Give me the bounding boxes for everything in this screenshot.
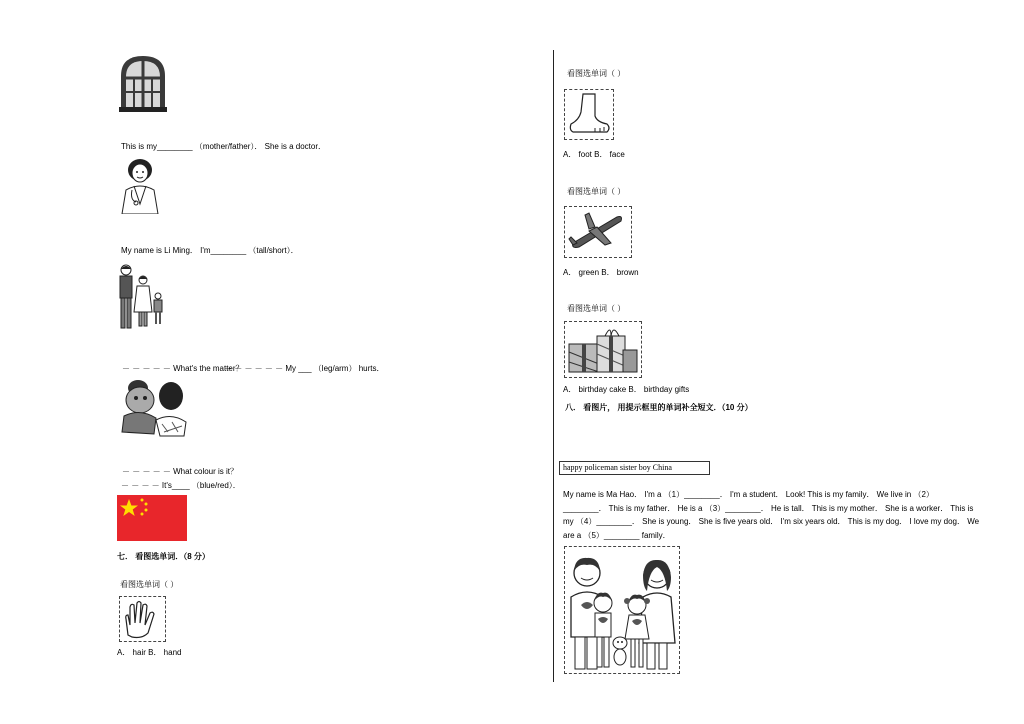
pick-label-plane: 看图选单词（ ） — [567, 187, 626, 196]
pick-label-hand: 看图选单词（ ） — [120, 580, 179, 589]
flag-picture — [117, 495, 187, 541]
question-matter-b: － － － － － － My ___ （leg/arm） hurts． — [224, 364, 385, 373]
family-picture — [116, 262, 168, 332]
gift-options: A． birthday cake B． birthday gifts — [563, 385, 690, 394]
hurt-picture — [116, 376, 192, 438]
passage-line: are a （5）________ family． — [563, 530, 671, 540]
plane-picture — [564, 206, 632, 258]
section-8-title: 八． 看图片， 用提示框里的单词补全短文．（10 分） — [565, 403, 753, 412]
passage-line: My name is Ma Hao． I'm a （1）________． I'm a student． Look! This is my family． We live in （2） — [563, 490, 934, 499]
plane-options: A． green B． brown — [563, 268, 639, 277]
question-matter-a: － － － － － What's the matter？ — [122, 364, 244, 373]
hand-options: A． hair B． hand — [117, 648, 182, 657]
section-7-title: 七． 看图选单词．（8 分） — [117, 552, 210, 561]
pick-label-gift: 看图选单词（ ） — [567, 304, 626, 313]
column-divider — [553, 50, 554, 682]
question-color-b: － － － － It's____ （blue/red）． — [121, 481, 241, 490]
doctor-picture — [118, 156, 162, 214]
passage — [563, 488, 993, 542]
foot-picture — [564, 89, 614, 140]
ma-family-picture — [564, 546, 680, 674]
hand-picture — [119, 596, 166, 642]
question-name: My name is Li Ming． I'm________ （tall/short）． — [121, 246, 299, 255]
pick-label-foot: 看图选单词（ ） — [567, 69, 626, 78]
passage-line: my （4）________． She is young． She is five years old． I'm six years old． This is my dog． I love my dog． We — [563, 517, 980, 526]
question-mother: This is my________ （mother/father）． She is a doctor． — [121, 142, 326, 151]
passage-line: ________． This is my father． He is a （3）________． He is tall． This is my mother． She is a worker． This is — [563, 503, 974, 513]
gift-picture — [564, 321, 642, 378]
window-picture — [119, 54, 167, 112]
question-color-a: － － － － － What colour is it？ — [122, 467, 239, 476]
word-bank-box: happy policeman sister boy China — [559, 461, 710, 475]
foot-options: A． foot B． face — [563, 150, 625, 159]
